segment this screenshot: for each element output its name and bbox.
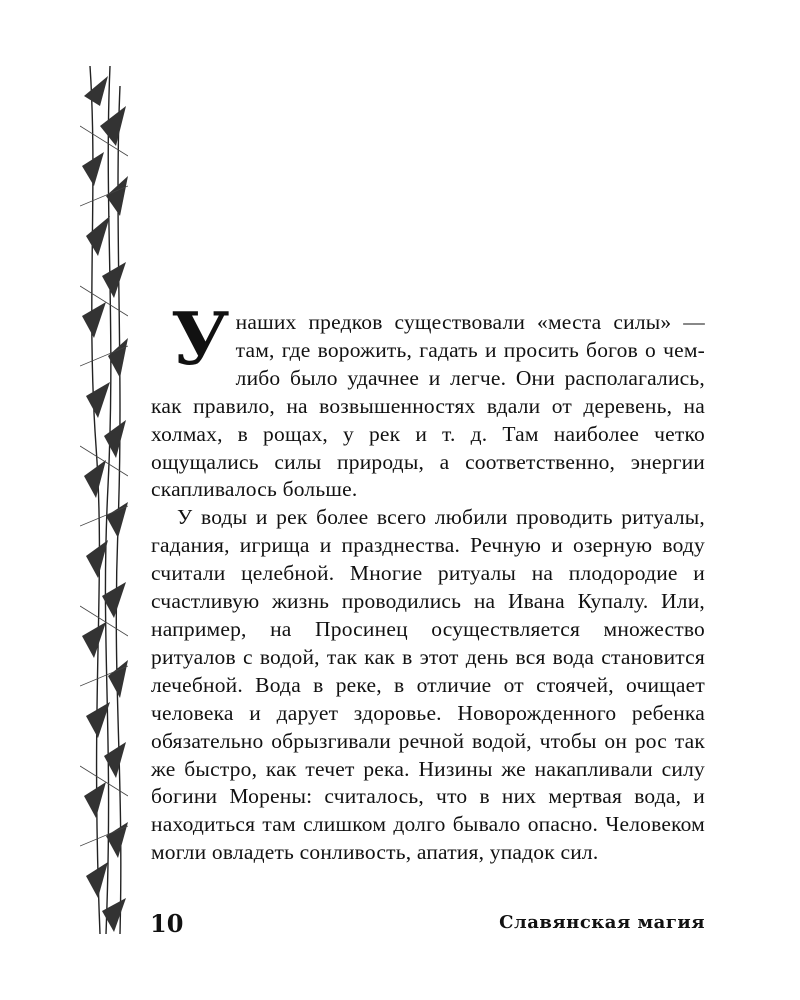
plant-illustration-icon (80, 66, 128, 934)
paragraph-2-text: У воды и рек более всего любили проводить ритуалы, гадания, игрища и празднества. Речную и озерную воду считали целебной. Многие ритуалы на плодородие и счастливую жизнь проводились на Ивана Купалу. Или, например, на Просинец осуществляется множество ритуалов с водой, так как в этот день вся вода становится лечебной. Вода в реке, в отличие от стоячей, очищает человека и дарует здоровье. Новорожденного ребенка обязательно обрызгивали речной водой, чтобы он рос так же быстро, как течет река. Низины же накапливали силу богини Морены: считалось, что в них мертвая вода, и находиться там слишком долго бывало опасно. Человеком могли овладеть сонливость, апатия, упадок сил. (151, 505, 705, 865)
decorative-plant-border (80, 66, 128, 934)
running-title: Славянская магия (499, 912, 705, 933)
paragraph-1-text: наших предков существовали «места силы» — там, где ворожить, гадать и просить богов о чем-либо было удачнее и легче. Они располагались, как правило, на возвышенностях вдали от деревень, на холмах, в рощах, у рек и т. д. Там наиболее четко ощущались силы природы, а соответственно, энергии скапливалось больше. (151, 310, 705, 502)
paragraph-2 (151, 504, 705, 867)
paragraph-1 (151, 296, 705, 504)
drop-cap: У (171, 296, 230, 381)
page-number: 10 (150, 909, 184, 938)
body-text (151, 296, 705, 867)
